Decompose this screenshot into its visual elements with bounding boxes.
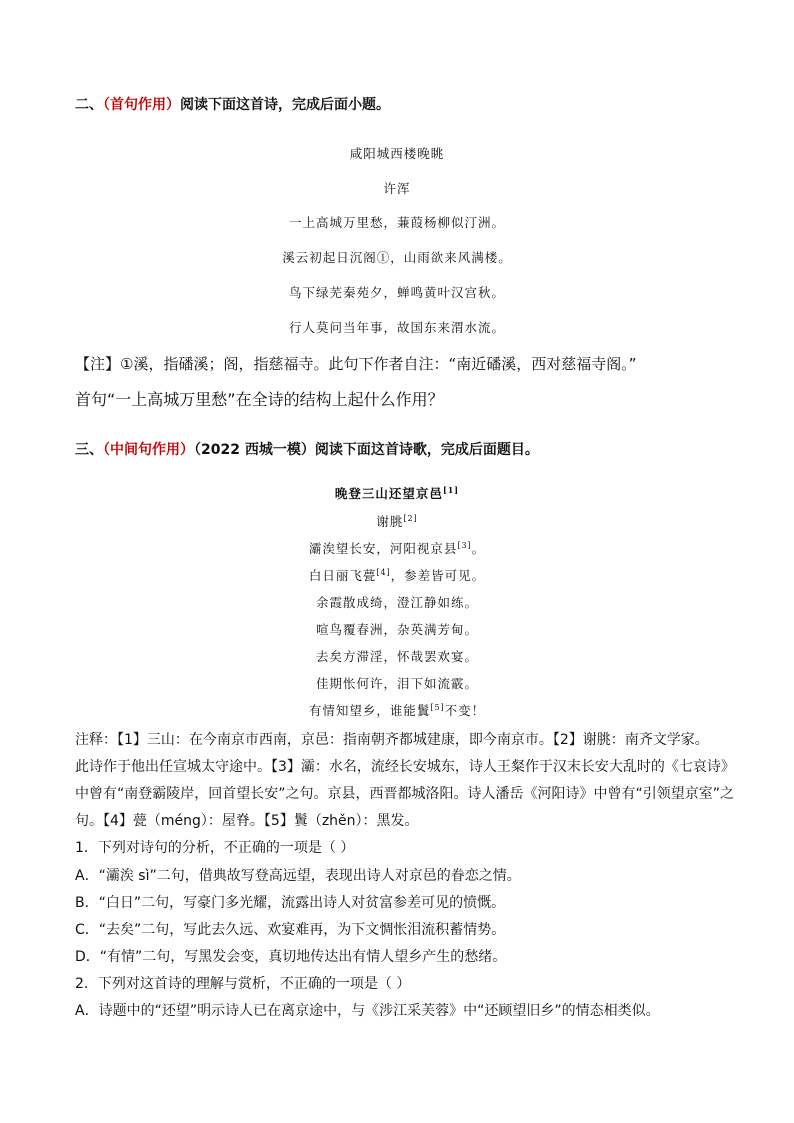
section-3-prefix: 三、 xyxy=(75,442,103,458)
poem-2-author-text: 谢朓 xyxy=(376,514,404,529)
poem-2-line: 去矣方滞淫，怀哉罢欢宴。 xyxy=(315,649,478,664)
poem-2-title-text: 晚登三山还望京邑 xyxy=(334,486,443,501)
poem-2-author xyxy=(0,512,794,530)
question-1-option-d: D．“有情”二句，写黑发会变，真切地传达出有情人望乡产生的愁绪。 xyxy=(75,949,507,965)
annotation-line: 注释：【1】三山：在今南京市西南，京邑：指南朝齐都城建康，即今南京市。【2】谢朓：南齐文学家。 xyxy=(75,732,709,748)
poem-1-line: 溪云初起日沉阁①，山雨欲来风满楼。 xyxy=(282,250,512,265)
poem-2-title-footnote: [1] xyxy=(442,484,460,495)
section-2-tag: （首句作用） xyxy=(103,97,180,113)
question-1-stem: 1．下列对诗句的分析，不正确的一项是（ ） xyxy=(75,840,355,856)
poem-1-line: 行人莫问当年事，故国东来渭水流。 xyxy=(288,320,505,335)
question-2-option-a: A．诗题中的“还望”明示诗人已在离京途中，与《涉江采芙蓉》中“还顾望旧乡”的情态相类似。 xyxy=(75,1003,660,1019)
poem-1-note: 【注】①溪，指磻溪；阁，指慈福寺。此句下作者自注：“南近磻溪，西对慈福寺阁。” xyxy=(75,355,637,373)
section-3-instruction: （2022 西城一模）阅读下面这首诗歌，完成后面题目。 xyxy=(194,442,539,458)
annotation-line: 中曾有“南登霸陵岸，回首望长安”之句。京县，西晋都城洛阳。诗人潘岳《河阳诗》中曾有“引领望京室”之 xyxy=(75,786,735,802)
poem-2-line: 有情知望乡，谁能鬒[5]不变！ xyxy=(308,702,486,718)
poem-2-line: 余霞散成绮，澄江静如练。 xyxy=(315,595,478,610)
annotation-line: 句。【4】甍（méng）：屋脊。【5】鬒（zhěn）：黑发。 xyxy=(75,813,419,829)
poem-2-title xyxy=(0,484,794,502)
poem-2-line: 灞涘望长安，河阳视京县[3]。 xyxy=(308,540,486,556)
section-3-tag: （中间句作用） xyxy=(103,442,194,458)
poem-2-line: 佳期怅何许，泪下如流霰。 xyxy=(315,676,478,691)
question-1-option-b: B．“白日”二句，写豪门多光耀，流露出诗人对贫富参差可见的愤慨。 xyxy=(75,895,506,911)
annotation-line: 此诗作于他出任宣城太守途中。【3】灞：水名，流经长安城东，诗人王粲作于汉末长安大乱时的《七哀诗》 xyxy=(75,759,735,775)
poem-1-title: 咸阳城西楼晚眺 xyxy=(349,146,445,161)
poem-1-line: 鸟下绿芜秦苑夕，蝉鸣黄叶汉宫秋。 xyxy=(288,285,505,300)
poem-1-author: 许浑 xyxy=(383,181,411,196)
poem-2-author-footnote: [2] xyxy=(403,513,418,523)
poem-1-question: 首句“一上高城万里愁”在全诗的结构上起什么作用？ xyxy=(75,390,444,409)
question-1-option-c: C．“去矣”二句，写此去久远、欢宴难再，为下文惆怅泪流积蓄情势。 xyxy=(75,922,506,938)
section-2-header xyxy=(75,94,390,114)
section-2-instruction: 阅读下面这首诗，完成后面小题。 xyxy=(180,97,390,113)
poem-2-line: 白日丽飞甍[4]，参差皆可见。 xyxy=(308,567,486,583)
poem-2-line: 喧鸟覆春洲，杂英满芳甸。 xyxy=(315,622,478,637)
section-3-header xyxy=(75,439,539,459)
question-1-option-a: A．“灞涘 sì”二句，借典故写登高远望，表现出诗人对京邑的眷恋之情。 xyxy=(75,868,521,884)
poem-1-line: 一上高城万里愁，蒹葭杨柳似汀洲。 xyxy=(288,215,505,230)
question-2-stem: 2．下列对这首诗的理解与赏析，不正确的一项是（ ） xyxy=(75,976,411,992)
section-2-prefix: 二、 xyxy=(75,97,103,113)
